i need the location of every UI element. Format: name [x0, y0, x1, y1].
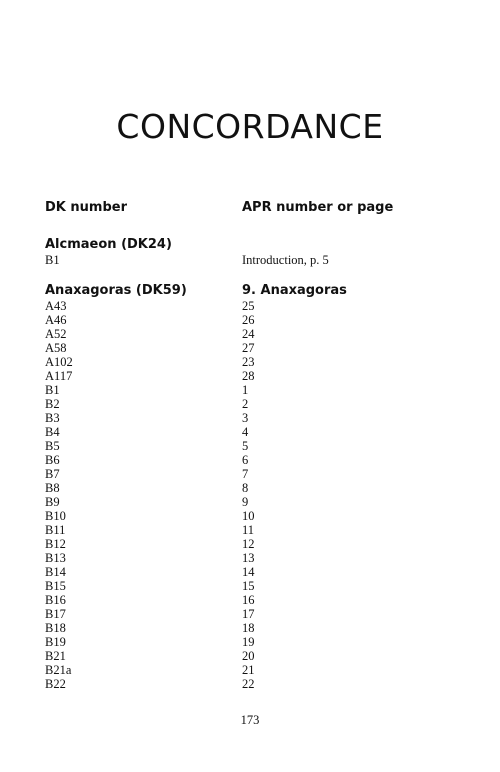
table-row: [45, 523, 465, 537]
apr-cell: 28: [242, 369, 255, 383]
table-row: [45, 663, 465, 677]
section-apr-heading: 9. Anaxagoras: [242, 283, 347, 298]
dk-cell: B8: [45, 481, 60, 495]
table-row: [45, 299, 465, 313]
dk-cell: B21a: [45, 663, 72, 677]
section-apr-heading: [242, 237, 465, 253]
column-headers: [45, 200, 465, 216]
dk-cell: A117: [45, 369, 73, 383]
table-row: [45, 607, 465, 621]
section-heading: [45, 283, 465, 299]
dk-cell: B1: [45, 253, 60, 267]
table-row: [45, 383, 465, 397]
table-row: [45, 369, 465, 383]
table-row: [45, 411, 465, 425]
apr-cell: 12: [242, 537, 255, 551]
apr-cell: 19: [242, 635, 255, 649]
section-dk-heading: Alcmaeon (DK24): [45, 237, 172, 252]
table-row: [45, 467, 465, 481]
dk-cell: B9: [45, 495, 60, 509]
apr-column-header: APR number or page: [242, 200, 394, 215]
apr-cell: 7: [242, 467, 249, 481]
table-row: [45, 565, 465, 579]
apr-cell: 22: [242, 677, 255, 691]
dk-cell: B13: [45, 551, 66, 565]
apr-cell: 27: [242, 341, 255, 355]
apr-cell: 21: [242, 663, 255, 677]
dk-cell: B10: [45, 509, 66, 523]
apr-cell: 15: [242, 579, 255, 593]
apr-cell: 10: [242, 509, 255, 523]
apr-cell: 1: [242, 383, 249, 397]
apr-cell: 14: [242, 565, 255, 579]
apr-cell: 20: [242, 649, 255, 663]
dk-cell: B6: [45, 453, 60, 467]
table-row: [45, 355, 465, 369]
table-row: [45, 579, 465, 593]
dk-cell: B22: [45, 677, 66, 691]
table-row: [45, 621, 465, 635]
dk-cell: B12: [45, 537, 66, 551]
table-row: [45, 649, 465, 663]
apr-cell: 23: [242, 355, 255, 369]
dk-cell: B2: [45, 397, 60, 411]
page-number: 173: [240, 713, 260, 727]
concordance-table: [45, 200, 465, 691]
apr-cell: 9: [242, 495, 249, 509]
apr-cell: 16: [242, 593, 255, 607]
table-row: [45, 327, 465, 341]
apr-cell: 6: [242, 453, 249, 467]
dk-cell: B7: [45, 467, 60, 481]
apr-cell: 3: [242, 411, 249, 425]
apr-cell: 24: [242, 327, 255, 341]
table-row: [45, 253, 465, 267]
table-row: [45, 425, 465, 439]
dk-cell: B3: [45, 411, 60, 425]
page-title: CONCORDANCE: [116, 107, 384, 146]
sections: [45, 237, 465, 691]
apr-cell: 5: [242, 439, 249, 453]
table-row: [45, 341, 465, 355]
table-row: [45, 593, 465, 607]
dk-cell: A52: [45, 327, 67, 341]
apr-cell: 25: [242, 299, 255, 313]
table-row: [45, 313, 465, 327]
table-row: [45, 635, 465, 649]
apr-cell: Introduction, p. 5: [242, 253, 329, 267]
dk-cell: B18: [45, 621, 66, 635]
apr-cell: 4: [242, 425, 249, 439]
table-row: [45, 537, 465, 551]
apr-cell: 11: [242, 523, 255, 537]
dk-cell: B14: [45, 565, 66, 579]
apr-cell: 13: [242, 551, 255, 565]
apr-cell: 8: [242, 481, 249, 495]
dk-cell: B16: [45, 593, 66, 607]
dk-cell: B19: [45, 635, 66, 649]
apr-cell: 26: [242, 313, 255, 327]
dk-cell: A58: [45, 341, 67, 355]
table-row: [45, 453, 465, 467]
dk-cell: B17: [45, 607, 66, 621]
dk-cell: A46: [45, 313, 67, 327]
table-row: [45, 677, 465, 691]
apr-cell: 18: [242, 621, 255, 635]
table-row: [45, 509, 465, 523]
dk-cell: B11: [45, 523, 66, 537]
dk-column-header: DK number: [45, 200, 127, 215]
dk-cell: B1: [45, 383, 60, 397]
table-row: [45, 397, 465, 411]
dk-cell: B4: [45, 425, 60, 439]
section-heading: [45, 237, 465, 253]
apr-cell: 17: [242, 607, 255, 621]
table-row: [45, 551, 465, 565]
dk-cell: A102: [45, 355, 73, 369]
dk-cell: B15: [45, 579, 66, 593]
dk-cell: B21: [45, 649, 66, 663]
section-dk-heading: Anaxagoras (DK59): [45, 283, 187, 298]
apr-cell: 2: [242, 397, 249, 411]
table-row: [45, 439, 465, 453]
table-row: [45, 495, 465, 509]
dk-cell: A43: [45, 299, 67, 313]
dk-cell: B5: [45, 439, 60, 453]
table-row: [45, 481, 465, 495]
